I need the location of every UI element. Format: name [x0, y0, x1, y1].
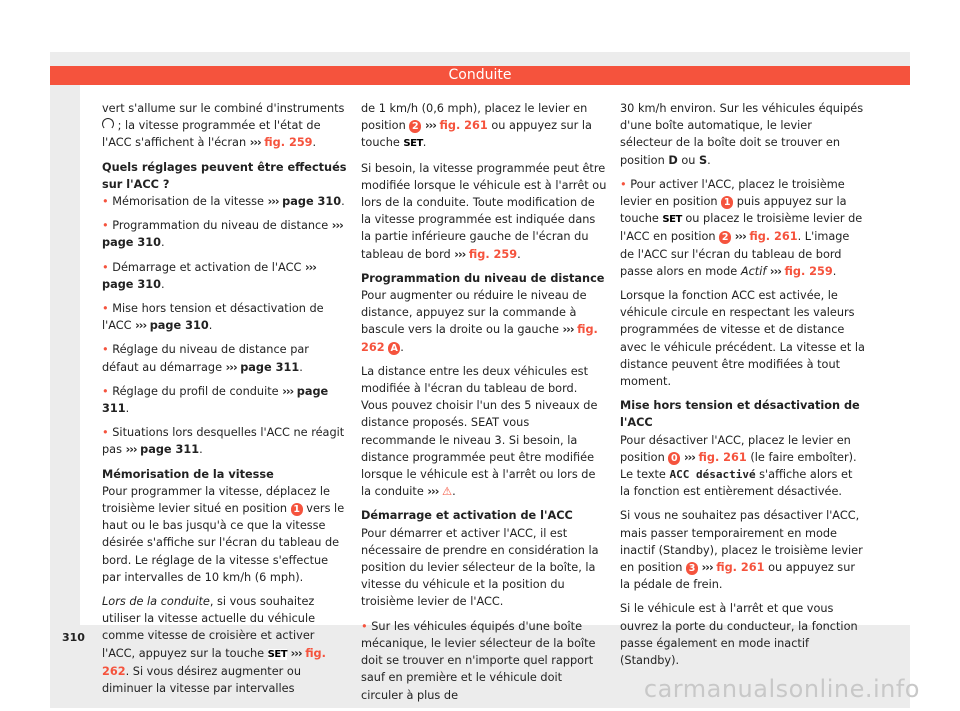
- letter-badge: A: [388, 342, 400, 355]
- display-text: ACC désactivé: [669, 468, 756, 482]
- list-item: • Mémorisation de la vitesse ››› page 310.: [102, 195, 345, 209]
- fig-link[interactable]: fig. 259: [784, 264, 833, 278]
- paragraph-intro: vert s'allume sur le combiné d'instruments ; la vitesse programmée et l'état de l'ACC s'affichent à l'écran ››› fig. 259.: [102, 102, 345, 150]
- list-item: • Programmation du niveau de distance ››› page 310.: [102, 219, 343, 250]
- arrow-glyph: ›››: [249, 136, 261, 150]
- paragraph: de 1 km/h (0,6 mph), placez le levier en position 2 ››› fig. 261 ou appuyez sur la touche SET.: [361, 102, 592, 150]
- page-link[interactable]: page 311: [102, 384, 329, 416]
- heading-programmation: Programmation du niveau de distance: [361, 271, 605, 285]
- fig-link[interactable]: fig. 262: [102, 646, 326, 678]
- paragraph: Pour désactiver l'ACC, placez le levier en position 0 ››› fig. 261 (le faire emboîter). Le texte ACC désactivé s'affiche alors et la fonction est entièrement désactivée.: [620, 433, 857, 499]
- page-number: 310: [62, 631, 85, 644]
- position-badge: 0: [668, 452, 680, 465]
- warning-icon: ⚠: [441, 485, 453, 499]
- paragraph: Si le véhicule est à l'arrêt et que vous ouvrez la porte du conducteur, la fonction passe également en mode inactif (Standby).: [620, 602, 858, 668]
- position-badge: 3: [686, 562, 698, 575]
- fig-link[interactable]: fig. 259: [468, 247, 518, 261]
- list-item: • Situations lors desquelles l'ACC ne réagit pas ››› page 311.: [102, 426, 345, 457]
- paragraph: 30 km/h environ. Sur les véhicules équipés d'une boîte automatique, le levier sélecteur de la boîte doit se trouver en position D ou S.: [620, 102, 864, 167]
- paragraph: Si vous ne souhaitez pas désactiver l'ACC, mais passer temporairement en mode inactif (Standby), placez le troisième levier en position 3 ››› fig. 261 ou appuyez sur la pédale de frein.: [620, 509, 863, 592]
- list-item: • Sur les véhicules équipés d'une boîte mécanique, le levier sélecteur de la boîte doit se trouver en n'importe quel rapport sauf en première et le véhicule doit circuler à plus de: [361, 619, 596, 702]
- heading-memorisation: Mémorisation de la vitesse: [102, 467, 274, 481]
- paragraph: Pour augmenter ou réduire le niveau de distance, appuyez sur la commande à bascule vers la droite ou la gauche ››› fig. 262 A .: [361, 289, 598, 354]
- paragraph: Lorsque la fonction ACC est activée, le véhicule circule en respectant les valeurs programmées de vitesse et de distance avec le véhicule précédent. La vitesse et la distance peuvent être modifiées à tout moment.: [620, 289, 865, 389]
- paragraph: Pour démarrer et activer l'ACC, il est nécessaire de prendre en considération la position du levier sélecteur de la boîte, la vitesse du véhicule et la position du troisième levier de l'ACC.: [361, 526, 599, 609]
- column-3: [620, 100, 866, 676]
- page-link[interactable]: page 310: [102, 236, 161, 250]
- fig-link[interactable]: fig. 262: [361, 323, 598, 354]
- fig-link[interactable]: fig. 261: [716, 561, 765, 575]
- fig-link[interactable]: fig. 261: [698, 450, 747, 464]
- paragraph-lors: Lors de la conduite, si vous souhaitez utiliser la vitesse actuelle du véhicule comme vitesse de croisière et activer l'ACC, appuyez sur la touche SET ››› fig. 262. Si vous désirez augmenter ou diminuer la vitesse par intervalles: [102, 595, 326, 696]
- paragraph-memo: Pour programmer la vitesse, déplacez le troisième levier situé en position 1 vers le haut ou le bas jusqu'à ce que la vitesse désirée s'affiche sur l'écran du tableau de bord. Le réglage de la vitesse s'effectue par intervalles de 10 km/h (6 mph).: [102, 484, 345, 584]
- heading-reglages: Quels réglages peuvent être effectués sur l'ACC ?: [102, 160, 347, 191]
- set-key-icon: SET: [267, 648, 288, 660]
- paragraph: La distance entre les deux véhicules est modifiée à l'écran du tableau de bord. Vous pouvez choisir l'un des 5 niveaux de distance proposés. SEAT vous recommande le niveau 3. Si besoin, la distance programmée peut être modifiée lorsque le véhicule est à l'arrêt ou lors de la conduite ››› ⚠.: [361, 364, 598, 499]
- heading-mise-hors-tension: Mise hors tension et désactivation de l'ACC: [620, 399, 860, 430]
- fig-link[interactable]: fig. 261: [439, 119, 488, 133]
- page-link[interactable]: page 311: [240, 360, 300, 374]
- list-item: • Démarrage et activation de l'ACC ››› page 310.: [102, 260, 316, 291]
- page-link[interactable]: page 311: [140, 443, 200, 457]
- page-link[interactable]: page 310: [102, 277, 161, 291]
- page-link[interactable]: page 310: [282, 195, 342, 209]
- list-item: • Réglage du profil de conduite ››› page 311.: [102, 384, 329, 416]
- set-key-icon: SET: [662, 214, 682, 226]
- gauge-icon: [102, 118, 114, 130]
- fig-link[interactable]: fig. 259: [264, 136, 313, 150]
- paragraph: Si besoin, la vitesse programmée peut être modifiée lorsque le véhicule est à l'arrêt ou lors de la conduite. Toute modification de la vitesse programmée est indiquée dans la partie inférieure gauche de l'écran du tableau de bord ››› fig. 259.: [361, 161, 607, 261]
- list-item: • Mise hors tension et désactivation de l'ACC ››› page 310.: [102, 302, 324, 333]
- list-item: • Réglage du niveau de distance par défaut au démarrage ››› page 311.: [102, 343, 309, 374]
- list-item: • Pour activer l'ACC, placez le troisième levier en position 1 puis appuyez sur la touche SET ou placez le troisième levier de l'ACC en position 2 ››› fig. 261. L'image de l'ACC sur l'écran du tableau de bord passe alors en mode Actif ››› fig. 259.: [620, 177, 863, 278]
- column-2: [361, 100, 607, 711]
- position-badge: 2: [719, 231, 731, 244]
- watermark: carmanualsonline.info: [643, 675, 920, 703]
- section-header: Conduite: [50, 66, 910, 85]
- set-key-icon: SET: [403, 138, 423, 150]
- column-1: [102, 100, 348, 704]
- position-badge: 1: [721, 196, 733, 209]
- page-link[interactable]: page 310: [149, 319, 209, 333]
- position-badge: 2: [409, 120, 421, 133]
- position-badge: 1: [291, 503, 303, 516]
- heading-demarrage: Démarrage et activation de l'ACC: [361, 509, 573, 523]
- fig-link[interactable]: fig. 261: [749, 230, 798, 244]
